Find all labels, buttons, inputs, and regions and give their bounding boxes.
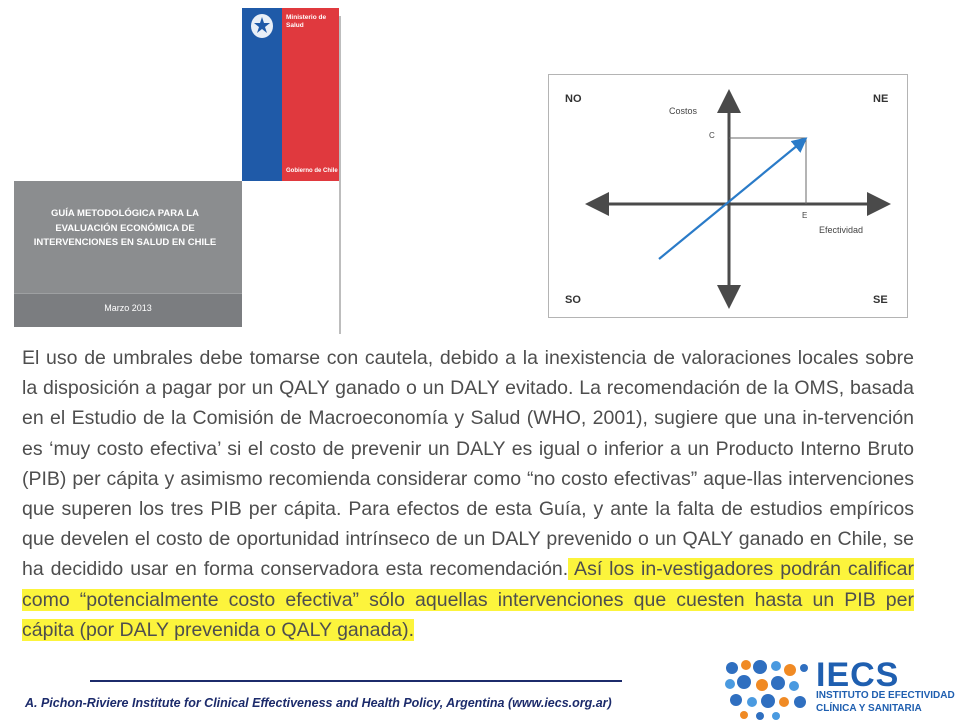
x-axis-label: Efectividad [819,225,864,235]
plane-svg [549,75,907,317]
government-label: Gobierno de Chile [286,168,338,174]
cover-date: Marzo 2013 [104,303,152,313]
cover-title-line: GUÍA METODOLÓGICA PARA LA [51,208,199,219]
e-tick-label: E [802,211,808,220]
highlighted-text: Así los in-vestigadores podrán calificar como “potencialmente costo efectiva” sólo aquellas intervenciones que cuesten hasta un PIB per cápita (por DALY prevenida o QALY ganada). [22,558,914,641]
logo-line-1: INSTITUTO DE EFECTIVIDAD [816,690,955,701]
icer-line [659,140,804,259]
quadrant-nw-label: NO [565,93,582,105]
cover-title [20,207,230,251]
guide-cover [14,8,342,326]
guideline-paragraph [22,343,914,645]
footer-divider [90,680,622,682]
cover-white-panel [14,8,242,181]
c-tick-label: C [709,131,715,140]
quadrant-sw-label: SO [565,294,581,306]
footer-credit: A. Pichon-Riviere Institute for Clinical Effectiveness and Health Policy, Argentina (www.iecs.org.ar) [25,696,612,710]
paragraph-text: El uso de umbrales debe tomarse con cautela, debido a la inexistencia de valoraciones locales sobre la disposición a pagar por un QALY ganado o un DALY evitado. La recomendación de la OMS, basada en el Estudio de la Comisión de Macroeconomía y Salud (WHO, 2001), sugiere que una in-tervención es ‘muy costo efectiva’ si el costo de prevenir un DALY es igual o inferior a un Producto Interno Bruto (PIB) per cápita y asimismo recomienda considerar como “no costo efectivas” aque-llas intervenciones que superen los tres PIB per cápita. Para efectos de esta Guía, y ante la falta de estudios empíricos que develen el costo de oportunidad intrínseco de un DALY prevenido o un QALY ganado en Chile, se ha decidido usar en forma conservadora esta recomendación. [22,347,914,581]
cover-edge [339,16,341,334]
cover-right-panel [242,181,339,326]
coat-of-arms-icon [248,12,276,40]
iecs-logo [722,658,960,720]
cost-effectiveness-plane [548,74,908,318]
ministry-label: Ministerio de Salud [286,14,327,29]
logo-name: IECS [816,656,900,694]
logo-line-2: CLÍNICA Y SANITARIA [816,703,922,714]
flag-red-band [282,8,339,181]
cover-title-line: EVALUACIÓN ECONÓMICA DE [55,222,195,234]
quadrant-ne-label: NE [873,93,889,105]
cover-title-line: INTERVENCIONES EN SALUD EN CHILE [33,237,217,249]
cover-gray-panel [14,181,242,326]
logo-dots-icon [722,658,812,720]
quadrant-se-label: SE [873,294,888,306]
y-axis-label: Costos [669,106,698,116]
